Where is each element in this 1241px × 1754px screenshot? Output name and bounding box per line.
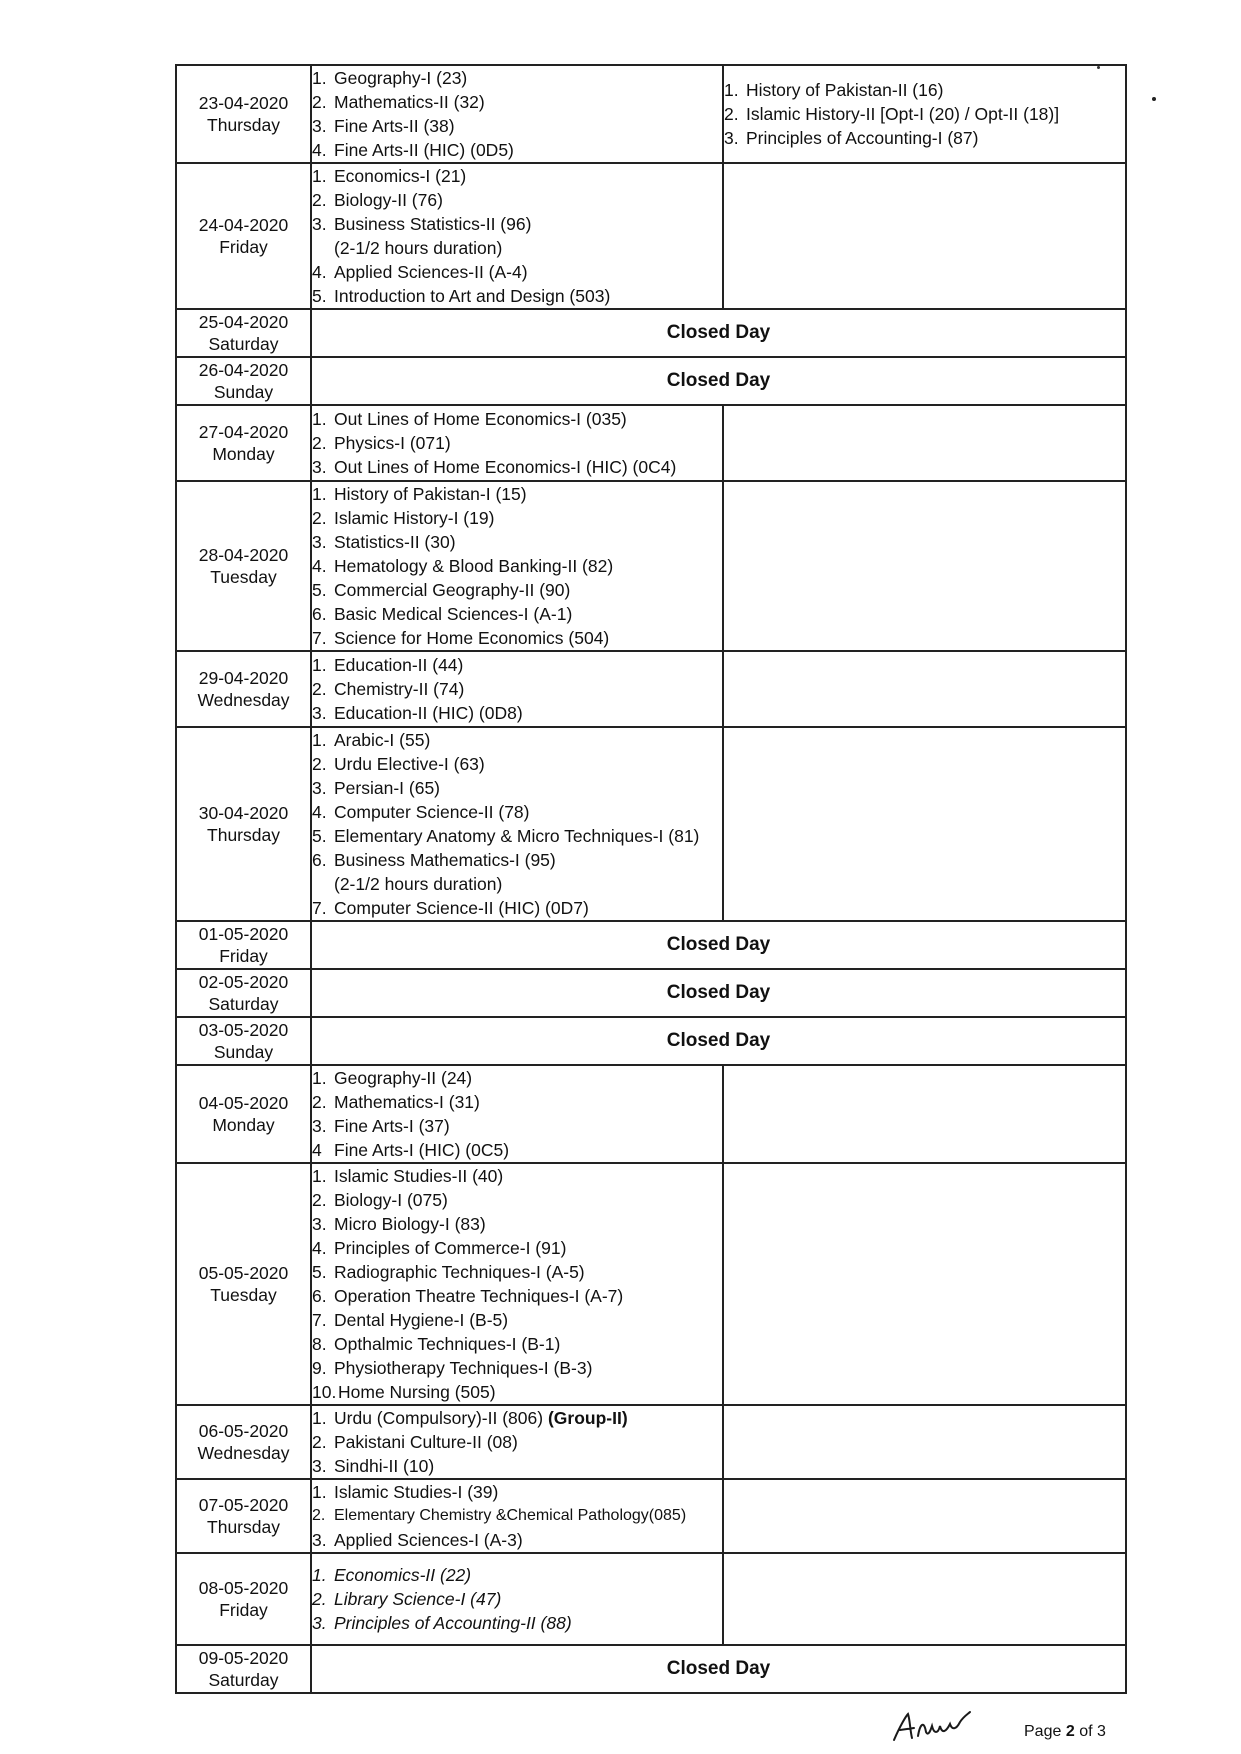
date-text: 23-04-2020 <box>198 93 289 113</box>
paper-item: 2. Elementary Chemistry &Chemical Pathology(085) <box>312 1507 687 1524</box>
paper-item: 7. Dental Hygiene-I (B-5) <box>312 1310 509 1330</box>
date-cell: 09-05-2020 Saturday <box>176 1645 311 1693</box>
paper-item: 1. Geography-I (23) <box>312 68 468 88</box>
paper-item: 2. Islamic History-I (19) <box>312 508 495 528</box>
paper-item: 2. Pakistani Culture-II (08) <box>312 1432 518 1452</box>
evening-papers <box>723 1553 1126 1645</box>
morning-papers <box>311 405 723 481</box>
date-cell: 30-04-2020 Thursday <box>176 727 311 921</box>
schedule-row <box>176 1065 1126 1163</box>
schedule-row <box>176 651 1126 727</box>
date-cell: 25-04-2020 Saturday <box>176 309 311 357</box>
paper-item: 1. Geography-II (24) <box>312 1068 473 1088</box>
paper-item: 3. Fine Arts-I (37) <box>312 1116 450 1136</box>
evening-papers <box>723 65 1126 163</box>
paper-item: 5. Elementary Anatomy & Micro Techniques-I (81) <box>312 826 700 846</box>
schedule-row <box>176 65 1126 163</box>
paper-item: 1. Islamic Studies-I (39) <box>312 1482 499 1502</box>
paper-item: 4. Principles of Commerce-I (91) <box>312 1238 567 1258</box>
stray-mark <box>1152 97 1156 101</box>
paper-item: 4. Hematology & Blood Banking-II (82) <box>312 556 614 576</box>
evening-papers <box>723 1479 1126 1553</box>
paper-item: 3. Applied Sciences-I (A-3) <box>312 1530 523 1550</box>
closed-row <box>176 969 1126 1017</box>
paper-item: 5. Introduction to Art and Design (503) <box>312 286 611 306</box>
paper-item: 1. Economics-II (22) <box>312 1565 472 1585</box>
date-cell: 08-05-2020 Friday <box>176 1553 311 1645</box>
closed-row <box>176 309 1126 357</box>
paper-item: 3. Out Lines of Home Economics-I (HIC) (0C4) <box>312 457 677 477</box>
date-cell: 28-04-2020 Tuesday <box>176 481 311 651</box>
evening-papers <box>723 1405 1126 1479</box>
paper-item: 1. History of Pakistan-I (15) <box>312 484 527 504</box>
morning-papers <box>311 163 723 309</box>
schedule-row <box>176 405 1126 481</box>
evening-papers <box>723 651 1126 727</box>
paper-item: 1. Economics-I (21) <box>312 166 467 186</box>
paper-item: 3. Persian-I (65) <box>312 778 441 798</box>
closed-day-label: Closed Day <box>311 1645 1126 1693</box>
paper-item: 8. Opthalmic Techniques-I (B-1) <box>312 1334 561 1354</box>
paper-item: 6. Operation Theatre Techniques-I (A-7) <box>312 1286 624 1306</box>
closed-row <box>176 357 1126 405</box>
evening-papers <box>723 405 1126 481</box>
closed-day-label: Closed Day <box>311 357 1126 405</box>
paper-item: 2. Urdu Elective-I (63) <box>312 754 485 774</box>
paper-item: 2. Library Science-I (47) <box>312 1589 502 1609</box>
paper-item: 10.Home Nursing (505) <box>312 1382 496 1402</box>
schedule-row <box>176 1405 1126 1479</box>
morning-papers <box>311 1405 723 1479</box>
date-cell: 02-05-2020 Saturday <box>176 969 311 1017</box>
page-number: Page 2 of 3 <box>1024 1723 1106 1740</box>
schedule-row <box>176 163 1126 309</box>
schedule-row <box>176 727 1126 921</box>
paper-item: 1. Urdu (Compulsory)-II (806) (Group-II) <box>312 1408 628 1428</box>
duration-note: (2-1/2 hours duration) <box>334 238 503 258</box>
paper-item: 3. Principles of Accounting-II (88) <box>312 1613 572 1633</box>
date-cell: 04-05-2020 Monday <box>176 1065 311 1163</box>
morning-papers <box>311 1065 723 1163</box>
date-cell <box>176 65 311 163</box>
paper-item: 7. Science for Home Economics (504) <box>312 628 610 648</box>
evening-papers <box>723 727 1126 921</box>
paper-item: 1. Islamic Studies-II (40) <box>312 1166 504 1186</box>
morning-papers <box>311 1553 723 1645</box>
paper-item: 2. Islamic History-II [Opt-I (20) / Opt-II (18)] <box>724 104 1060 124</box>
date-cell: 05-05-2020 Tuesday <box>176 1163 311 1405</box>
paper-item: 1. Arabic-I (55) <box>312 730 431 750</box>
evening-papers <box>723 1065 1126 1163</box>
date-cell: 24-04-2020 Friday <box>176 163 311 309</box>
paper-item: 5. Radiographic Techniques-I (A-5) <box>312 1262 585 1282</box>
morning-papers <box>311 651 723 727</box>
paper-item: 2. Biology-I (075) <box>312 1190 448 1210</box>
paper-item: 2. Mathematics-I (31) <box>312 1092 480 1112</box>
morning-papers <box>311 727 723 921</box>
signature-icon <box>890 1706 1010 1746</box>
paper-item: 3. Business Statistics-II (96) <box>312 214 532 234</box>
date-cell: 07-05-2020 Thursday <box>176 1479 311 1553</box>
evening-papers <box>723 481 1126 651</box>
paper-item: 2. Chemistry-II (74) <box>312 679 465 699</box>
paper-item: 1. Education-II (44) <box>312 655 464 675</box>
paper-item: 1. History of Pakistan-II (16) <box>724 80 944 100</box>
morning-papers <box>311 1163 723 1405</box>
paper-item: 6. Business Mathematics-I (95) <box>312 850 556 870</box>
paper-item: 3. Sindhi-II (10) <box>312 1456 435 1476</box>
closed-row <box>176 921 1126 969</box>
schedule-row <box>176 481 1126 651</box>
schedule-row <box>176 1163 1126 1405</box>
paper-item: 3. Micro Biology-I (83) <box>312 1214 486 1234</box>
date-cell: 03-05-2020 Sunday <box>176 1017 311 1065</box>
closed-day-label: Closed Day <box>311 1017 1126 1065</box>
paper-item: 6. Basic Medical Sciences-I (A-1) <box>312 604 573 624</box>
date-cell: 26-04-2020 Sunday <box>176 357 311 405</box>
closed-row <box>176 1017 1126 1065</box>
paper-item: 3. Principles of Accounting-I (87) <box>724 128 979 148</box>
paper-item: 2. Mathematics-II (32) <box>312 92 485 112</box>
closed-row <box>176 1645 1126 1693</box>
date-cell: 29-04-2020 Wednesday <box>176 651 311 727</box>
date-sheet <box>175 64 1125 1694</box>
evening-papers <box>723 163 1126 309</box>
date-cell: 06-05-2020 Wednesday <box>176 1405 311 1479</box>
date-cell: 27-04-2020 Monday <box>176 405 311 481</box>
paper-item: 2. Biology-II (76) <box>312 190 443 210</box>
duration-note: (2-1/2 hours duration) <box>334 874 503 894</box>
paper-item: 4. Fine Arts-II (HIC) (0D5) <box>312 140 514 160</box>
evening-papers <box>723 1163 1126 1405</box>
group-label: (Group-II) <box>547 1408 628 1428</box>
schedule-row <box>176 1553 1126 1645</box>
paper-item: 2. Physics-I (071) <box>312 433 451 453</box>
paper-item: 7. Computer Science-II (HIC) (0D7) <box>312 898 589 918</box>
exam-schedule-table <box>175 64 1127 1694</box>
closed-day-label: Closed Day <box>311 969 1126 1017</box>
schedule-row <box>176 1479 1126 1553</box>
closed-day-label: Closed Day <box>311 921 1126 969</box>
paper-item: 1. Out Lines of Home Economics-I (035) <box>312 409 627 429</box>
paper-item: 9. Physiotherapy Techniques-I (B-3) <box>312 1358 593 1378</box>
morning-papers <box>311 481 723 651</box>
paper-item: 4. Applied Sciences-II (A-4) <box>312 262 528 282</box>
paper-item: 3. Statistics-II (30) <box>312 532 456 552</box>
paper-item: 3. Education-II (HIC) (0D8) <box>312 703 523 723</box>
morning-papers <box>311 1479 723 1553</box>
paper-item: 4. Computer Science-II (78) <box>312 802 530 822</box>
paper-item: 4 Fine Arts-I (HIC) (0C5) <box>312 1140 510 1160</box>
closed-day-label: Closed Day <box>311 309 1126 357</box>
paper-item: 3. Fine Arts-II (38) <box>312 116 455 136</box>
date-cell: 01-05-2020 Friday <box>176 921 311 969</box>
paper-item: 5. Commercial Geography-II (90) <box>312 580 571 600</box>
morning-papers <box>311 65 723 163</box>
weekday-text: Thursday <box>207 115 280 135</box>
